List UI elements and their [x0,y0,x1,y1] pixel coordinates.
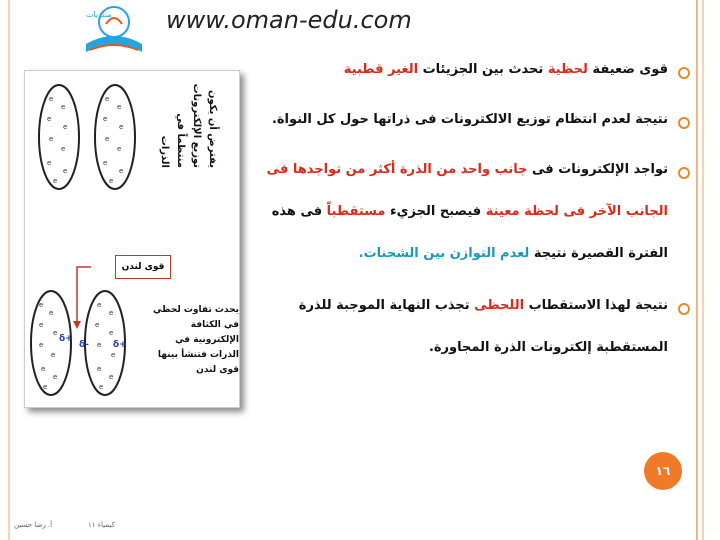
london-force-label: قوى لندن [115,255,171,279]
svg-text:e: e [109,309,114,317]
bullet-3-l1-b: جانب واحد من الذرة أكثر من تواجدها فى [266,162,528,177]
bullet-1-marker [678,67,690,79]
london-forces-figure [24,70,240,408]
svg-text:e: e [97,365,102,373]
bullet-1-text-d: الغير قطبية [343,62,419,77]
bullet-1-text-b: لحظية [547,62,588,77]
bullet-1-text-c: تحدث بين الجزيئات [418,62,548,77]
footer-subject: كيمياء ١١ [88,521,115,529]
bullet-3-l1-a: تواجد الإلكترونات فى [527,162,668,177]
bullet-3-l2-b: فيصبح الجزيء [385,204,486,219]
svg-text:e: e [97,341,102,349]
bullet-3-l2-d: فى هذه [271,204,327,219]
bullet-4-line-1 [299,298,668,313]
svg-text:e: e [111,351,116,359]
right-border-line [696,0,698,540]
svg-text:e: e [61,145,66,153]
svg-text:e: e [39,321,44,329]
svg-text:e: e [119,123,124,131]
svg-text:e: e [117,145,122,153]
site-logo[interactable] [0,0,150,66]
svg-text:e: e [47,159,52,167]
page-number-badge: ١٦ [644,452,682,490]
bullet-4-l1-c: تجذب النهاية الموجبة للذرة [298,298,475,313]
site-url[interactable]: www.oman-edu.com [166,6,412,34]
delta-plus-label-2: δ+ [113,340,127,350]
bullet-3-l3-a: الفترة القصيرة نتيجة [529,246,668,261]
logo-small-text: منتديات [86,10,112,19]
svg-text:e: e [61,103,66,111]
delta-minus-label: δ- [79,340,89,350]
delta-plus-label: δ+ [59,334,73,344]
svg-text:e: e [53,373,58,381]
bullet-3-l2-c: مستقطباً [326,204,386,219]
svg-text:e: e [117,103,122,111]
bullet-4-line-2 [429,340,668,355]
svg-text:e: e [39,341,44,349]
svg-text:e: e [119,167,124,175]
bullet-1-text-a: قوى ضعيفة [587,62,668,77]
svg-text:e: e [51,351,56,359]
right-border-line-inner [702,0,704,540]
bullet-2-text: نتيجة لعدم انتظام توزيع الالكترونات فى ذراتها حول كل النواة. [271,112,668,127]
svg-text:e: e [105,135,110,143]
svg-text:e: e [109,373,114,381]
svg-text:e: e [103,115,108,123]
svg-text:e: e [39,301,44,309]
bullet-3-line-2 [272,204,668,219]
svg-text:e: e [105,95,110,103]
svg-text:e: e [49,309,54,317]
bullet-1 [344,62,668,77]
bullet-2 [272,112,668,127]
svg-text:e: e [63,123,68,131]
left-border-line [8,0,10,540]
svg-text:e: e [49,95,54,103]
bullet-4-marker [678,303,690,315]
svg-text:e: e [53,329,58,337]
bullet-3-marker [678,167,690,179]
svg-text:e: e [63,167,68,175]
bullet-3-l3-b: لعدم التوازن بين الشحنات. [358,246,530,261]
svg-text:e: e [53,177,58,185]
bullet-3-line-3 [359,246,668,261]
bullet-2-marker [678,117,690,129]
bullet-4-l1-a: نتيجة لهذا الاستقطاب [524,298,668,313]
bullet-4-l2-a: المستقطبة إلكترونات الذرة المجاورة. [428,340,668,355]
bullet-3-l2-a: الجانب الآخر فى لحظة معينة [485,204,668,219]
figure-top-caption: يفترض أن يكون توزيع الإلكترونات منتظماً في الذرات [159,83,218,168]
svg-text:e: e [97,301,102,309]
bullet-3-line-1 [267,162,668,177]
bullet-4-l1-b: اللحظى [474,298,525,313]
svg-text:e: e [109,177,114,185]
svg-text:e: e [99,383,104,391]
svg-text:e: e [95,321,100,329]
svg-text:e: e [41,365,46,373]
svg-text:e: e [43,383,48,391]
svg-text:e: e [109,329,114,337]
svg-text:e: e [49,135,54,143]
svg-text:e: e [47,115,52,123]
svg-text:e: e [103,159,108,167]
figure-bottom-caption: يحدث تفاوت لحظي في الكثافة الإلكترونية في الذرات فتنشأ بينها قوى لندن [153,305,239,375]
footer-author: أ. رضا حسين [14,521,53,529]
